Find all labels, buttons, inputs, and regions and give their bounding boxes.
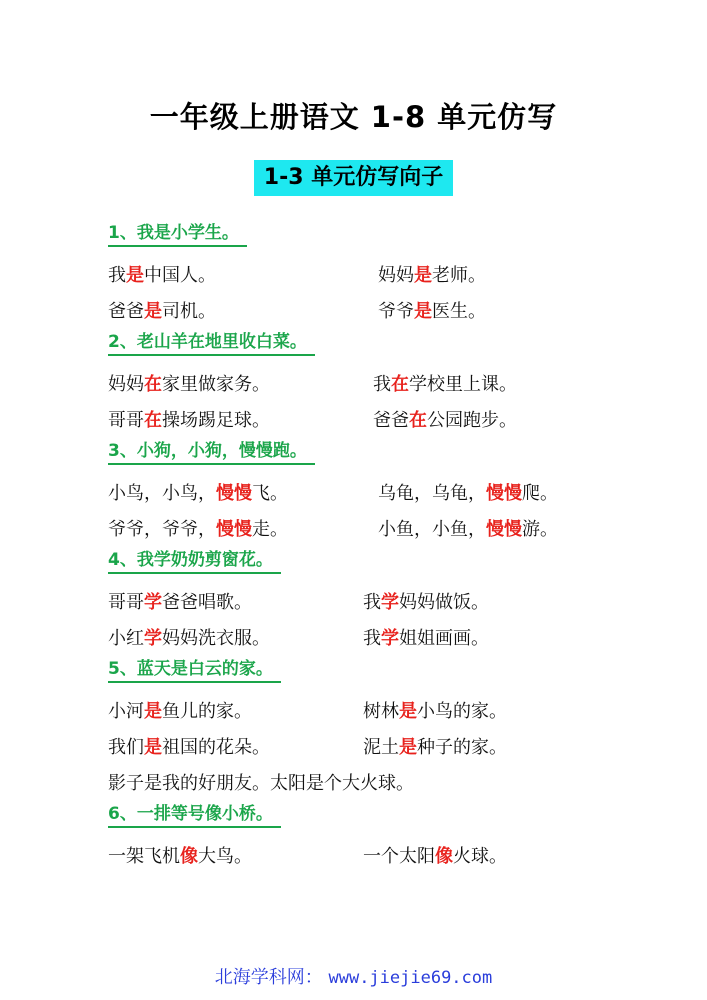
- sentence-row: [108, 619, 668, 655]
- sentence: [108, 261, 378, 287]
- section-heading: 2、老山羊在地里收白菜。: [108, 331, 315, 356]
- highlight-word: 学: [381, 592, 399, 613]
- sentence: [108, 479, 378, 505]
- highlight-word: 像: [180, 846, 198, 867]
- sentence-row: [108, 401, 668, 437]
- section-6: [108, 803, 668, 873]
- sentence: [373, 406, 517, 432]
- sentence-text: 小河: [108, 701, 144, 722]
- sentence: [363, 842, 507, 868]
- sentence-text: 爷爷: [378, 301, 414, 322]
- section-heading: 1、我是小学生。: [108, 222, 247, 247]
- sentence-row: [108, 728, 668, 764]
- sentence-text: 一架飞机: [108, 846, 180, 867]
- sentence-row: [108, 583, 668, 619]
- highlight-word: 在: [391, 374, 409, 395]
- section-heading: 5、蓝天是白云的家。: [108, 658, 281, 683]
- section-heading: 3、小狗，小狗，慢慢跑。: [108, 440, 315, 465]
- sentence-text: 妈妈: [108, 374, 144, 395]
- sentence-text: 小鸟，小鸟，: [108, 483, 216, 504]
- sentence: [108, 515, 378, 541]
- sentence-text: 妈妈做饭。: [399, 592, 489, 613]
- sentence-text: 鱼儿的家。: [162, 701, 252, 722]
- sentence: [363, 624, 489, 650]
- sentence: [373, 370, 517, 396]
- section-heading: 6、一排等号像小桥。: [108, 803, 281, 828]
- sentence-text: 大鸟。: [198, 846, 252, 867]
- sentence-row: [108, 692, 668, 728]
- sentence-text: 爬。: [522, 483, 558, 504]
- sentence-row: [108, 764, 668, 800]
- sentence-row: [108, 837, 668, 873]
- highlight-word: 慢慢: [216, 519, 252, 540]
- sentence-text: 小鸟的家。: [417, 701, 507, 722]
- sentence-text: 我: [363, 628, 381, 649]
- footer-label: 北海学科网：: [214, 967, 323, 988]
- highlight-word: 是: [399, 701, 417, 722]
- subtitle: 1-3 单元仿写向子: [254, 160, 453, 196]
- sentence-text: 我们: [108, 737, 144, 758]
- sentence-text: 一个太阳: [363, 846, 435, 867]
- sentence-text: 小红: [108, 628, 144, 649]
- footer-url[interactable]: www.jiejie69.com: [328, 968, 493, 988]
- sentence: [108, 769, 414, 795]
- sentence-text: 影子是我的好朋友。太阳是个大火球。: [108, 773, 414, 794]
- sentence: [108, 297, 378, 323]
- highlight-word: 是: [414, 301, 432, 322]
- sentence-row: [108, 510, 668, 546]
- sentence-text: 爸爸: [373, 410, 409, 431]
- sentence-text: 中国人。: [144, 265, 216, 286]
- highlight-word: 学: [381, 628, 399, 649]
- sentence: [363, 588, 489, 614]
- content: [108, 222, 668, 876]
- sentence: [378, 297, 486, 323]
- sentence-text: 泥土: [363, 737, 399, 758]
- sentence-text: 爸爸唱歌。: [162, 592, 252, 613]
- sentence-text: 我: [363, 592, 381, 613]
- sentence-text: 学校里上课。: [409, 374, 517, 395]
- highlight-word: 是: [144, 701, 162, 722]
- highlight-word: 学: [144, 628, 162, 649]
- sentence-text: 老师。: [432, 265, 486, 286]
- footer: [0, 963, 707, 989]
- highlight-word: 慢慢: [216, 483, 252, 504]
- sentence-text: 妈妈洗衣服。: [162, 628, 270, 649]
- sentence-text: 飞。: [252, 483, 288, 504]
- highlight-word: 是: [414, 265, 432, 286]
- section-1: [108, 222, 668, 328]
- sentence-text: 小鱼，小鱼，: [378, 519, 486, 540]
- subtitle-wrap: [0, 160, 707, 196]
- page-title: 一年级上册语文 1-8 单元仿写: [149, 100, 558, 134]
- sentence: [378, 479, 558, 505]
- section-3: [108, 440, 668, 546]
- highlight-word: 是: [126, 265, 144, 286]
- highlight-word: 慢慢: [486, 483, 522, 504]
- sentence-text: 操场踢足球。: [162, 410, 270, 431]
- sentence-text: 公园跑步。: [427, 410, 517, 431]
- sentence-text: 姐姐画画。: [399, 628, 489, 649]
- sentence-row: [108, 365, 668, 401]
- sentence-text: 爸爸: [108, 301, 144, 322]
- highlight-word: 像: [435, 846, 453, 867]
- sentence-text: 妈妈: [378, 265, 414, 286]
- highlight-word: 学: [144, 592, 162, 613]
- sentence-text: 我: [108, 265, 126, 286]
- section-heading: 4、我学奶奶剪窗花。: [108, 549, 281, 574]
- sentence-text: 游。: [522, 519, 558, 540]
- section-2: [108, 331, 668, 437]
- sentence: [363, 733, 507, 759]
- highlight-word: 是: [144, 301, 162, 322]
- sentence-row: [108, 256, 668, 292]
- sentence-text: 爷爷，爷爷，: [108, 519, 216, 540]
- sentence-text: 家里做家务。: [162, 374, 270, 395]
- sentence: [108, 733, 363, 759]
- highlight-word: 是: [399, 737, 417, 758]
- sentence: [108, 588, 363, 614]
- sentence-text: 祖国的花朵。: [162, 737, 270, 758]
- highlight-word: 在: [409, 410, 427, 431]
- section-5: [108, 658, 668, 800]
- sentence: [378, 515, 558, 541]
- sentence: [108, 370, 373, 396]
- highlight-word: 慢慢: [486, 519, 522, 540]
- sentence-text: 火球。: [453, 846, 507, 867]
- highlight-word: 是: [144, 737, 162, 758]
- sentence-row: [108, 474, 668, 510]
- sentence: [108, 624, 363, 650]
- sentence: [108, 697, 363, 723]
- section-4: [108, 549, 668, 655]
- sentence-text: 乌龟，乌龟，: [378, 483, 486, 504]
- sentence-text: 哥哥: [108, 592, 144, 613]
- sentence-text: 我: [373, 374, 391, 395]
- sentence-text: 树林: [363, 701, 399, 722]
- sentence: [108, 842, 363, 868]
- sentence: [363, 697, 507, 723]
- sentence-text: 哥哥: [108, 410, 144, 431]
- sentence-text: 走。: [252, 519, 288, 540]
- highlight-word: 在: [144, 410, 162, 431]
- sentence: [108, 406, 373, 432]
- sentence: [378, 261, 486, 287]
- highlight-word: 在: [144, 374, 162, 395]
- sentence-text: 种子的家。: [417, 737, 507, 758]
- sentence-row: [108, 292, 668, 328]
- sentence-text: 医生。: [432, 301, 486, 322]
- sentence-text: 司机。: [162, 301, 216, 322]
